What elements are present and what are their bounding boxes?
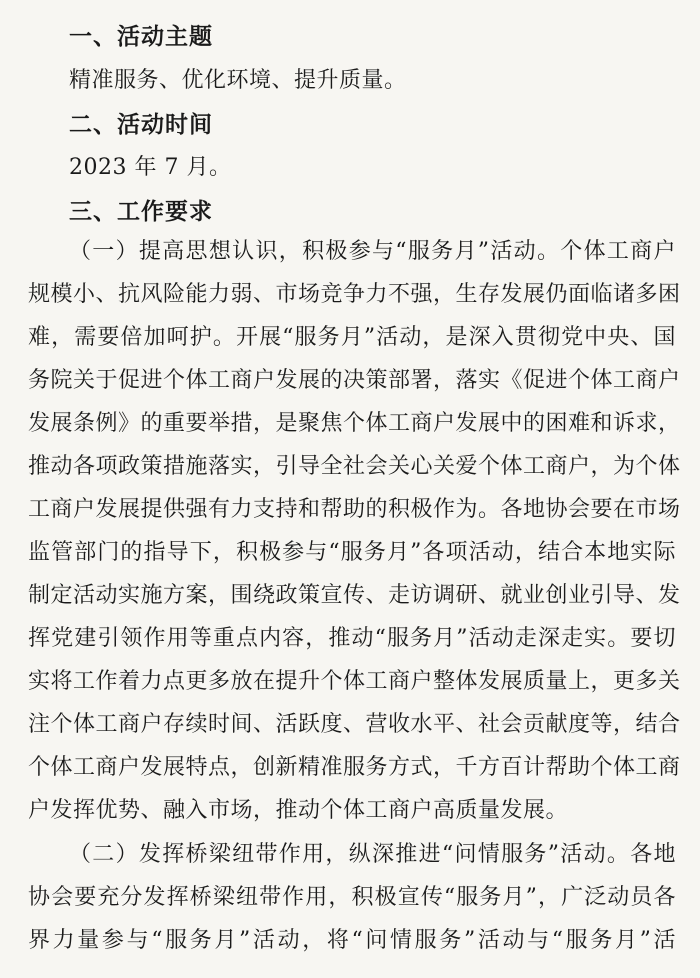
paragraph-line: 注个体工商户存续时间、活跃度、营收水平、社会贡献度等，结合 — [28, 712, 681, 737]
paragraph-line: 务院关于促进个体工商户发展的决策部署，落实《促进个体工商户 — [28, 368, 681, 393]
paragraph-line: （二）发挥桥梁纽带作用，纵深推进“问情服务”活动。各地 — [69, 842, 676, 867]
paragraph-line: 实将工作着力点更多放在提升个体工商户整体发展质量上，更多关 — [28, 669, 681, 694]
paragraph-line: 工商户发展提供强有力支持和帮助的积极作为。各地协会要在市场 — [28, 497, 681, 522]
paragraph-line: 个体工商户发展特点，创新精准服务方式，千方百计帮助个体工商 — [28, 755, 681, 780]
paragraph-line: 发展条例》的重要举措，是聚焦个体工商户发展中的困难和诉求， — [28, 411, 681, 436]
paragraph-line: 协会要充分发挥桥梁纽带作用，积极宣传“服务月”，广泛动员各 — [28, 885, 676, 910]
time-content: 2023 年 7 月。 — [69, 155, 232, 180]
section-heading-theme: 一、活动主题 — [69, 24, 213, 50]
paragraph-line: 户发挥优势、融入市场，推动个体工商户高质量发展。 — [28, 798, 569, 823]
paragraph-line: （一）提高思想认识，积极参与“服务月”活动。个体工商户 — [69, 239, 676, 264]
paragraph-line: 监管部门的指导下，积极参与“服务月”各项活动，结合本地实际 — [28, 540, 676, 565]
section-heading-requirements: 三、工作要求 — [69, 199, 213, 225]
paragraph-line: 规模小、抗风险能力弱、市场竞争力不强，生存发展仍面临诸多困 — [28, 282, 681, 307]
paragraph-line: 界力量参与“服务月”活动，将“问情服务”活动与“服务月”活 — [28, 928, 676, 953]
paragraph-line: 难，需要倍加呵护。开展“服务月”活动，是深入贯彻党中央、国 — [28, 325, 676, 350]
paragraph-line: 挥党建引领作用等重点内容，推动“服务月”活动走深走实。要切 — [28, 626, 676, 651]
paragraph-line: 制定活动实施方案，围绕政策宣传、走访调研、就业创业引导、发 — [28, 583, 681, 608]
section-heading-time: 二、活动时间 — [69, 112, 213, 138]
paragraph-line: 推动各项政策措施落实，引导全社会关心关爱个体工商户，为个体 — [28, 454, 681, 479]
theme-content: 精准服务、优化环境、提升质量。 — [69, 68, 407, 93]
